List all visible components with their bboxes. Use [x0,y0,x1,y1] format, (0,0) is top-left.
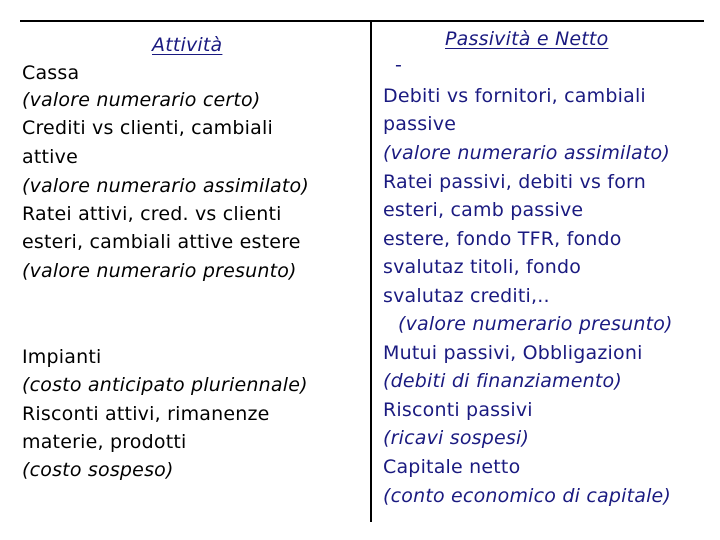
liability-line: Ratei passivi, debiti vs forn [383,171,646,193]
asset-line: Cassa [22,62,80,84]
liability-line: passive [383,113,457,135]
asset-line: (valore numerario certo) [22,89,261,111]
asset-line: Impianti [22,346,102,368]
liability-line: (debiti di finanziamento) [383,370,622,392]
liability-line: svalutaz crediti,.. [383,285,550,307]
assets-header: Attività [152,34,223,56]
asset-line: Crediti vs clienti, cambiali [22,117,273,139]
liability-line: svalutaz titoli, fondo [383,256,582,278]
asset-line: (valore numerario presunto) [22,260,297,282]
liability-line: estere, fondo TFR, fondo [383,228,622,250]
liability-line: Capitale netto [383,456,521,478]
asset-line: Ratei attivi, cred. vs clienti [22,203,282,225]
liability-line: (ricavi sospesi) [383,427,530,449]
liability-line: (valore numerario presunto) [398,313,673,335]
liability-line: (conto economico di capitale) [383,485,672,507]
dash-mark: - [395,54,403,76]
asset-line: Risconti attivi, rimanenze [22,403,270,425]
asset-line: (costo anticipato pluriennale) [22,374,308,396]
top-rule [20,20,704,22]
asset-line: esteri, cambiali attive estere [22,231,301,253]
liability-line: Debiti vs fornitori, cambiali [383,85,646,107]
liability-line: Risconti passivi [383,399,533,421]
liabilities-header: Passività e Netto [445,28,609,50]
asset-line: (costo sospeso) [22,459,174,481]
column-divider [370,22,372,522]
asset-line: (valore numerario assimilato) [22,175,309,197]
asset-line: materie, prodotti [22,431,187,453]
liability-line: esteri, camb passive [383,199,584,221]
asset-line: attive [22,146,78,168]
liability-line: Mutui passivi, Obbligazioni [383,342,643,364]
liability-line: (valore numerario assimilato) [383,142,670,164]
